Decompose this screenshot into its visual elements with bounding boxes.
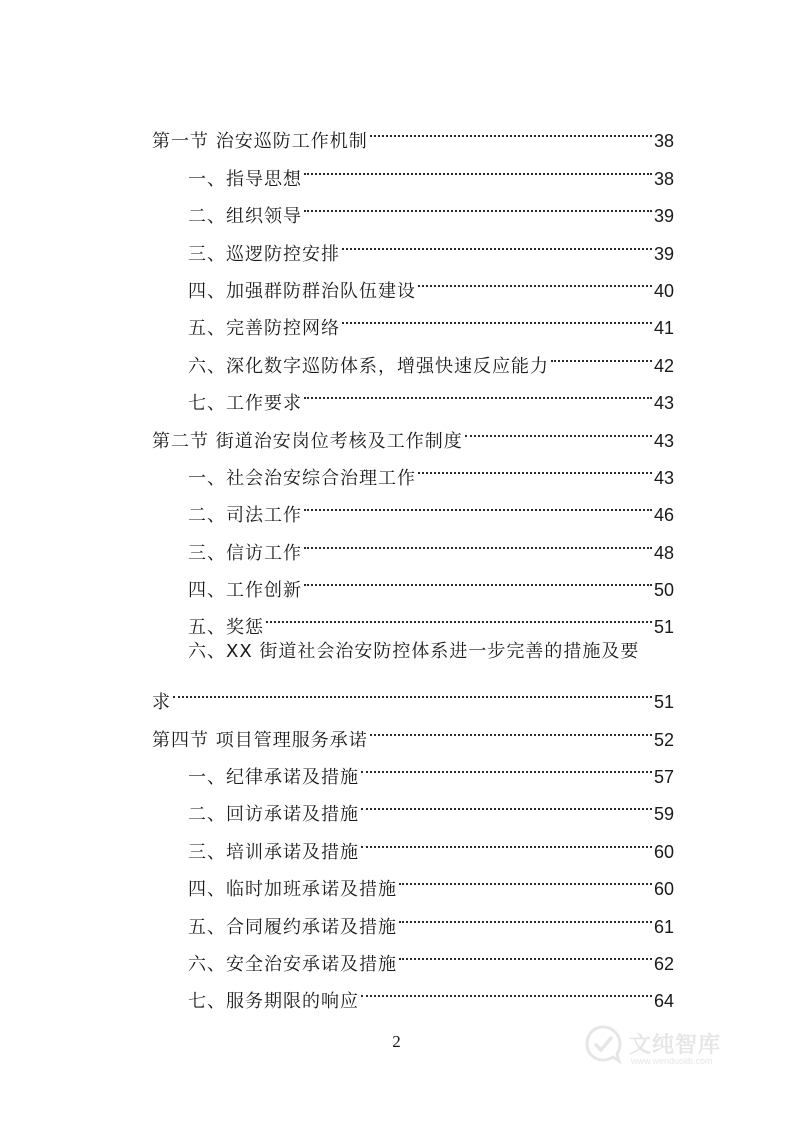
toc-entry-page: 60 (653, 841, 674, 862)
toc-entry-page: 39 (653, 206, 674, 227)
toc-entry-page: 60 (653, 879, 674, 900)
toc-entry-page: 62 (653, 953, 674, 974)
toc-dot-leader (399, 895, 652, 932)
toc-entry-title: 五、奖惩 (188, 617, 264, 639)
watermark-text: 文纯智库 (629, 1033, 722, 1058)
toc-entry-page: 59 (653, 804, 674, 825)
toc-dot-leader (418, 447, 652, 484)
page-number: 2 (392, 1032, 401, 1051)
toc-entry-title: 五、完善防控网络 (188, 318, 340, 340)
toc-entry-title: 三、培训承诺及措施 (188, 841, 359, 863)
toc-entry[interactable] (152, 110, 674, 153)
toc-dot-leader (361, 746, 652, 783)
toc-dot-leader (399, 933, 652, 970)
toc-entry-title: 六、安全治安承诺及措施 (188, 953, 397, 975)
toc-dot-leader (342, 222, 652, 259)
toc-entry-title: 六、深化数字巡防体系，增强快速反应能力 (188, 355, 549, 377)
watermark-url: www.wenduolib.com (631, 1056, 713, 1066)
toc-entry-title: 七、工作要求 (188, 393, 302, 415)
toc-entry-page: 41 (653, 318, 674, 339)
toc-dot-leader (370, 708, 652, 745)
toc-entry-page: 48 (653, 542, 674, 563)
toc-entry-title: 二、组织领导 (188, 206, 302, 228)
toc-dot-leader (304, 147, 652, 184)
toc-entry-page: 52 (653, 729, 674, 750)
toc-dot-leader (304, 484, 652, 521)
toc-entry-page: 43 (653, 393, 674, 414)
watermark-logo-icon (583, 1024, 623, 1064)
toc-entry-page: 43 (653, 430, 674, 451)
toc-dot-leader (361, 820, 652, 857)
toc-entry-page: 50 (653, 580, 674, 601)
toc-entry-title: 二、司法工作 (188, 505, 302, 527)
toc-entry-title: 四、工作创新 (188, 580, 302, 602)
toc-entry-title: 四、临时加班承诺及措施 (188, 879, 397, 901)
toc-entry-title: 四、加强群防群治队伍建设 (188, 280, 416, 302)
toc-entry-title: 七、服务期限的响应 (188, 991, 359, 1013)
toc-dot-leader (418, 260, 652, 297)
toc-entry-wrapped-line1[interactable]: 六、XX 街道社会治安防控体系进一步完善的措施及要 (188, 641, 640, 663)
toc-entry-title: 三、巡逻防控安排 (188, 243, 340, 265)
toc-entry-page: 38 (653, 168, 674, 189)
toc-entry-page: 64 (653, 991, 674, 1012)
toc-entry-title: 第二节 街道治安岗位考核及工作制度 (152, 430, 463, 452)
toc-entry-title: 求 (152, 692, 171, 714)
toc-dot-leader (370, 110, 652, 147)
toc-dot-leader (551, 334, 652, 371)
toc-entry-page: 39 (653, 243, 674, 264)
toc-entry-page: 51 (653, 692, 674, 713)
toc-entry-title: 一、纪律承诺及措施 (188, 767, 359, 789)
toc-entry-page: 42 (653, 355, 674, 376)
toc-dot-leader (465, 409, 652, 446)
toc-entry-title: 五、合同履约承诺及措施 (188, 916, 397, 938)
toc-dot-leader (304, 521, 652, 558)
toc-entry-page: 61 (653, 916, 674, 937)
toc-dot-leader (342, 297, 652, 334)
toc-entry-page: 57 (653, 767, 674, 788)
toc-entry-page: 40 (653, 280, 674, 301)
toc-dot-leader (361, 970, 652, 1007)
toc-entry[interactable] (152, 708, 674, 751)
table-of-contents (152, 110, 674, 1013)
toc-entry-title: 一、社会治安综合治理工作 (188, 467, 416, 489)
toc-entry-page: 38 (653, 131, 674, 152)
toc-entry-title: 第一节 治安巡防工作机制 (152, 131, 368, 153)
toc-entry-title: 第四节 项目管理服务承诺 (152, 729, 368, 751)
toc-dot-leader (304, 559, 652, 596)
toc-dot-leader (361, 783, 652, 820)
watermark (583, 1022, 753, 1072)
toc-dot-leader (266, 596, 652, 633)
toc-entry-page: 43 (653, 467, 674, 488)
toc-entry-title: 三、信访工作 (188, 542, 302, 564)
toc-dot-leader (304, 185, 652, 222)
toc-entry-wrapped-line2[interactable] (152, 671, 674, 714)
toc-dot-leader (173, 671, 652, 708)
toc-entry-title: 二、回访承诺及措施 (188, 804, 359, 826)
toc-dot-leader (304, 372, 652, 409)
toc-entry-page: 51 (653, 617, 674, 638)
toc-entry-page: 46 (653, 505, 674, 526)
toc-entry-title: 一、指导思想 (188, 168, 302, 190)
toc-dot-leader (399, 858, 652, 895)
